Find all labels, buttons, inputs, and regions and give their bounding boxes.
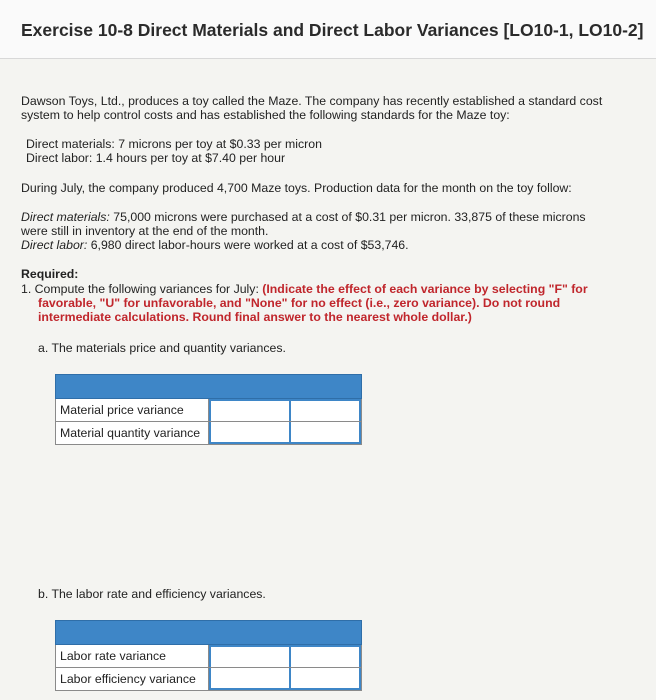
table-header <box>55 374 362 399</box>
part-a-label: a. The materials price and quantity variances. <box>38 341 286 355</box>
part-b-label: b. The labor rate and efficiency variances. <box>38 587 266 601</box>
row-label: Material price variance <box>56 399 209 421</box>
material-price-effect-select[interactable] <box>291 399 361 421</box>
table-row <box>55 422 362 445</box>
labor-data-text: 6,980 direct labor-hours were worked at a cost of $53,746. <box>87 238 409 252</box>
intro-line-1: Dawson Toys, Ltd., produces a toy called the Maze. The company has recently established a standard cost <box>21 94 603 108</box>
materials-data-label: Direct materials: <box>21 210 110 224</box>
materials-data-line-1 <box>21 210 586 224</box>
page-title: Exercise 10-8 Direct Materials and Direct Labor Variances [LO10-1, LO10-2] <box>21 20 644 40</box>
required-heading: Required: <box>21 267 79 281</box>
required-item-1-line-1 <box>21 282 588 296</box>
table-row <box>55 399 362 422</box>
required-item-1-start: 1. Compute the following variances for July: <box>21 282 263 296</box>
materials-variance-table <box>55 374 362 445</box>
material-quantity-amount-input[interactable] <box>209 422 291 444</box>
labor-efficiency-amount-input[interactable] <box>209 668 291 690</box>
material-quantity-effect-select[interactable] <box>291 422 361 444</box>
row-label: Material quantity variance <box>56 422 209 444</box>
intro-line-2: system to help control costs and has established the following standards for the Maze toy: <box>21 108 510 122</box>
row-label: Labor efficiency variance <box>56 668 209 690</box>
labor-efficiency-effect-select[interactable] <box>291 668 361 690</box>
materials-data-line-2: were still in inventory at the end of the month. <box>21 224 269 238</box>
table-row <box>55 645 362 668</box>
production-text: During July, the company produced 4,700 Maze toys. Production data for the month on the toy follow: <box>21 181 572 195</box>
labor-data-label: Direct labor: <box>21 238 88 252</box>
labor-rate-effect-select[interactable] <box>291 645 361 667</box>
required-instruction-3: intermediate calculations. Round final answer to the nearest whole dollar.) <box>38 310 472 324</box>
material-price-amount-input[interactable] <box>209 399 291 421</box>
required-instruction-2: favorable, "U" for unfavorable, and "None" for no effect (i.e., zero variance). Do not round <box>38 296 561 310</box>
labor-variance-table <box>55 620 362 691</box>
standard-materials: Direct materials: 7 microns per toy at $0.33 per micron <box>26 137 322 151</box>
labor-rate-amount-input[interactable] <box>209 645 291 667</box>
labor-data-line <box>21 238 409 252</box>
materials-data-text-1: 75,000 microns were purchased at a cost of $0.31 per micron. 33,875 of these microns <box>109 210 586 224</box>
required-instruction-1: (Indicate the effect of each variance by selecting "F" for <box>262 282 588 296</box>
standard-labor: Direct labor: 1.4 hours per toy at $7.40 per hour <box>26 151 286 165</box>
table-row <box>55 668 362 691</box>
table-header <box>55 620 362 645</box>
row-label: Labor rate variance <box>56 645 209 667</box>
title-bar <box>0 0 656 59</box>
